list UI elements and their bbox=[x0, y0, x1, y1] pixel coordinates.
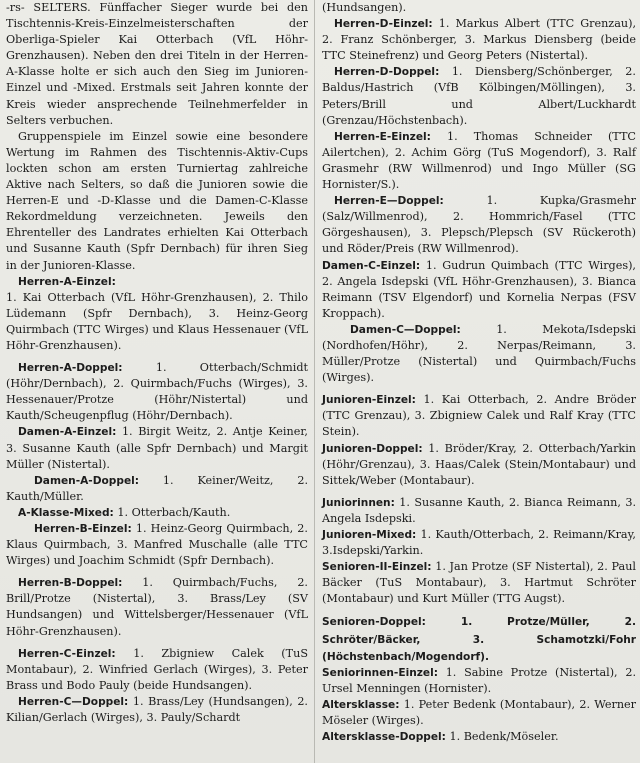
result-heading: Herren-D-Einzel: bbox=[334, 18, 433, 31]
result-text: 1. Quirmbach/Fuchs, 2. Brill/Protze (Nistertal), 3. Brass/Ley (SV Hundsangen) und Wittelsberger/Hessenauer (VfL Höhr-Grenzhausen). bbox=[6, 576, 308, 638]
result-text: 1. Zbigniew Calek (TuS Montabaur), 2. Winfried Gerlach (Wirges), 3. Peter Brass und Bodo Pauly (beide Hundsangen). bbox=[6, 646, 308, 692]
result-heading: Damen-A-Einzel: bbox=[18, 426, 117, 439]
result-heading: Seniorinnen-Einzel: bbox=[322, 666, 438, 679]
result-heading: Juniorinnen: bbox=[322, 496, 395, 509]
result-text: 1. Otterbach/Kauth. bbox=[117, 505, 231, 519]
result-heading: Herren-C—Doppel: bbox=[18, 695, 129, 708]
result-text: 1. Kai Otterbach (VfL Höhr-Grenzhausen), 2. Thilo Lüdemann (Spfr Dernbach), 3. Heinz-Georg Quirmbach (TTC Wirges) und Klaus Hessenauer (VfL Höhr-Grenzhausen). bbox=[6, 290, 308, 352]
result-heading: Junioren-Einzel: bbox=[322, 394, 416, 407]
result-text: 1. Susanne Kauth, 2. Bianca Reimann, 3. Angela Isdepski. bbox=[322, 495, 637, 525]
result-heading: Altersklasse: bbox=[322, 698, 400, 711]
left-column bbox=[6, 0, 308, 726]
result-text: 1. Diensberg/Schönberger, 2. Baldus/Hastrich (VfB Kölbingen/Möllingen), 3. Peters/Brill und Albert/Luckhardt (Grenzau/Höchstenbach). bbox=[322, 65, 636, 127]
result-heading: Altersklasse-Doppel: bbox=[322, 731, 446, 744]
result-text: 1. Brass/Ley (Hundsangen), 2. Kilian/Gerlach (Wirges), 3. Pauly/Schardt bbox=[6, 694, 308, 725]
result-text: 1. Heinz-Georg Quirmbach, 2. Klaus Quirmbach, 3. Manfred Muschalle (alle TTC Wirges) und Joachim Schmidt (Spfr Dernbach). bbox=[6, 522, 308, 568]
result-text: 1. Jan Protze (SF Nistertal), 2. Paul Bäcker (TuS Montabaur), 3. Hartmut Schröter (Montabaur) und Kurt Müller (TTG Augst). bbox=[322, 560, 636, 606]
result-text: 1. Thomas Schneider (TTC Ailertchen), 2. Achim Görg (TuS Mogendorf), 3. Ralf Grasmehr (RW Willmenrod) und Ingo Müller (SG Hornister/S.). bbox=[322, 129, 636, 192]
result-text: 1. Markus Albert (TTC Grenzau), 2. Franz Schönberger, 3. Markus Diensberg (beide TTC Steinefrenz) und Georg Peters (Nistertal). bbox=[322, 17, 636, 63]
result-heading: Herren-B-Doppel: bbox=[18, 577, 123, 590]
result-text: 1. Keiner/Weitz, 2. Kauth/Müller. bbox=[6, 473, 308, 503]
result-text: 1. Peter Bedenk (Montabaur), 2. Werner Möseler (Wirges). bbox=[322, 697, 636, 728]
result-text: 1. Protze/Müller, 2. Schröter/Bäcker, 3. Schamotzki/Fohr (Höchstenbach/Mogendorf). bbox=[322, 616, 636, 663]
result-heading: Senioren-Doppel: bbox=[322, 616, 426, 629]
result-heading: Herren-C-Einzel: bbox=[18, 647, 116, 660]
result-heading: Damen-C—Doppel: bbox=[350, 323, 461, 336]
result-text: 1. Gudrun Quimbach (TTC Wirges), 2. Angela Isdepski (VfL Höhr-Grenzhausen), 3. Bianca Reimann (TSV Elgendorf) und Kornelia Nerpas (FSV Kroppach). bbox=[322, 258, 636, 320]
result-text: 1. Kai Otterbach, 2. Andre Bröder (TTC Grenzau), 3. Zbigniew Calek und Ralf Kray (TTC Stein). bbox=[322, 393, 636, 439]
result-heading: Herren-A-Doppel: bbox=[18, 362, 123, 375]
result-heading: Herren-D-Doppel: bbox=[334, 66, 440, 79]
result-heading: Herren-E-Einzel: bbox=[334, 130, 431, 143]
result-text: 1. Mekota/Isdepski (Nordhofen/Höhr), 2. Nerpas/Reimann, 3. Müller/Protze (Nistertal) und Quirmbach/Fuchs (Wirges). bbox=[322, 322, 636, 385]
result-heading: A-Klasse-Mixed: bbox=[18, 506, 114, 519]
result-heading: Junioren-Doppel: bbox=[322, 442, 423, 455]
continuation-text: (Hundsangen). bbox=[322, 1, 407, 14]
result-heading: Herren-A-Einzel: bbox=[18, 275, 116, 288]
result-text: 1. Otterbach/Schmidt (Höhr/Dernbach), 2. Quirmbach/Fuchs (Wirges), 3. Hessenauer/Protze (Höhr/Nistertal) und Kauth/Scheugenpflug (Höhr/Dernbach). bbox=[6, 361, 308, 423]
result-text: 1. Sabine Protze (Nistertal), 2. Ursel Menningen (Hornister). bbox=[322, 665, 636, 695]
result-text: 1. Birgit Weitz, 2. Antje Keiner, 3. Susanne Kauth (alle Spfr Dernbach) und Margit Müller (Nistertal). bbox=[6, 425, 308, 471]
result-heading: Damen-A-Doppel: bbox=[34, 474, 139, 487]
result-heading: Junioren-Mixed: bbox=[322, 529, 417, 541]
result-heading: Herren-E—Doppel: bbox=[334, 195, 444, 208]
result-heading: Herren-B-Einzel: bbox=[34, 523, 132, 535]
result-text: 1. Bedenk/Möseler. bbox=[449, 730, 559, 744]
right-column bbox=[322, 0, 636, 745]
result-text: 1. Kauth/Otterbach, 2. Reimann/Kray, 3.Isdepski/Yarkin. bbox=[322, 528, 636, 558]
result-text: 1. Bröder/Kray, 2. Otterbach/Yarkin (Höhr/Grenzau), 3. Haas/Calek (Stein/Montabaur) und Sittek/Weber (Montabaur). bbox=[322, 441, 636, 487]
result-heading: Damen-C-Einzel: bbox=[322, 259, 421, 272]
body-paragraph: Gruppenspiele im Einzel sowie eine besondere Wertung im Rahmen des Tischtennis-Aktiv-Cups lockten schon am ersten Turniertag zahlreiche Aktive nach Selters, so daß die Junioren sowie die Herren-E und -D-Klasse und die Damen-C-Klasse Rekordmeldung verzeichneten. Jeweils den Ehrenteller des Landrates erhielten Kai Otterbach und Susanne Kauth (Spfr Dernbach) für ihren Sieg in der Junioren-Klasse. bbox=[6, 129, 308, 272]
intro-paragraph: -rs- SELTERS. Fünffacher Sieger wurde bei den Tischtennis-Kreis-Einzelmeisterschaften der Oberliga-Spieler Kai Otterbach (VfL Höhr-Grenzhausen). Neben den drei Titeln in der Herren-A-Klasse holte er sich auch den Sieg im Junioren-Einzel und -Mixed. Erstmals seit Jahren konnte der Kreis wieder ansprechende Teilnehmerfelder in Selters verbuchen. bbox=[6, 1, 308, 127]
column-divider bbox=[314, 0, 315, 763]
result-heading: Senioren-II-Einzel: bbox=[322, 561, 432, 574]
result-text: 1. Kupka/Grasmehr (Salz/Willmenrod), 2. Hommrich/Fasel (TTC Görgeshausen), 3. Plepsch/Plepsch (SV Rückeroth) und Röder/Preis (RW Willmenrod). bbox=[322, 194, 636, 256]
